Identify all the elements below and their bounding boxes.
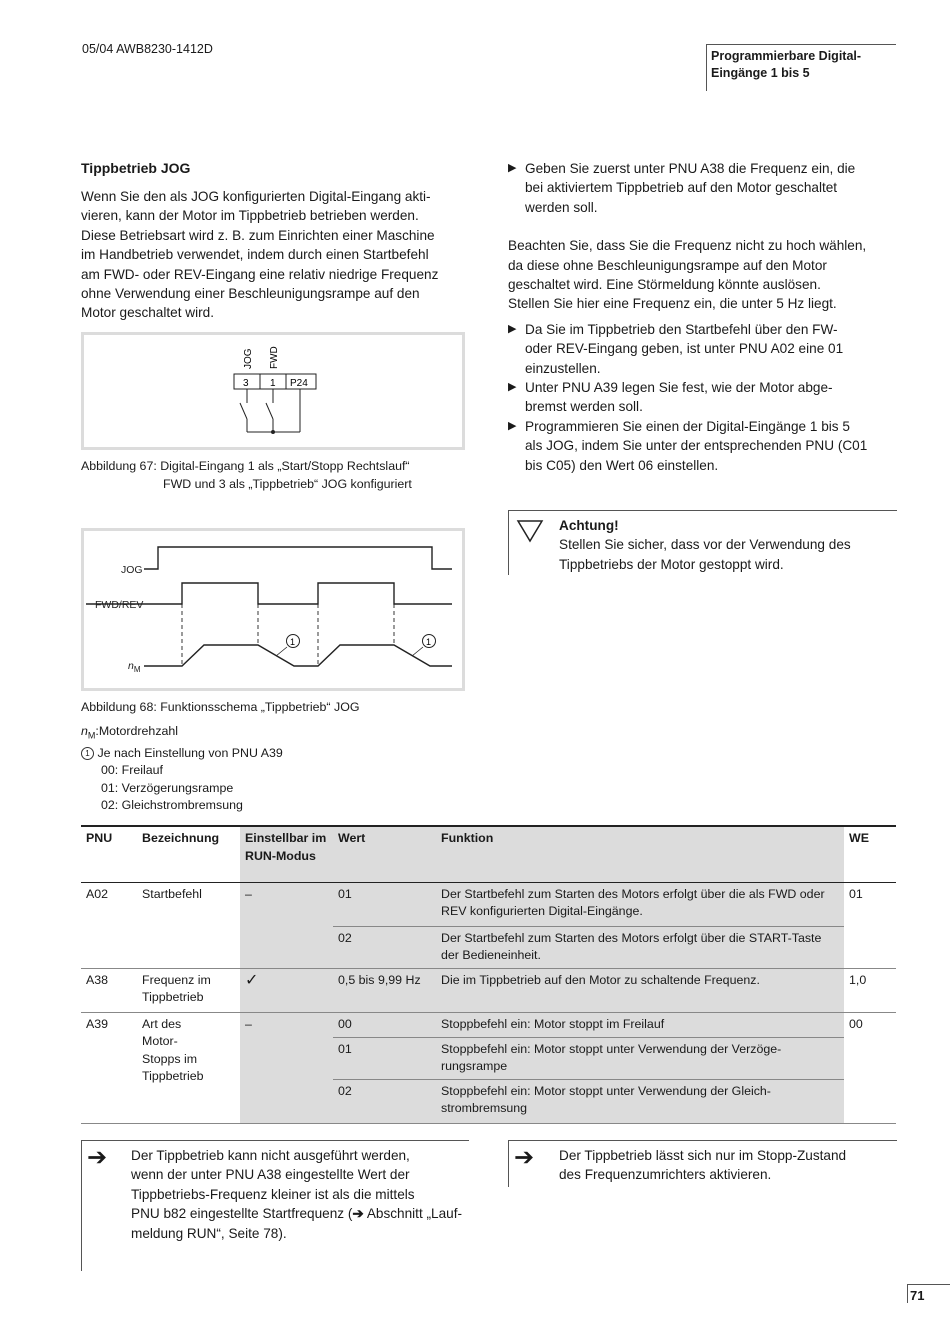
text-line: des Frequenzumrichters aktivieren.	[559, 1167, 772, 1183]
text-line: als JOG, indem Sie unter der entsprechenden PNU (C01	[525, 438, 868, 454]
header-pnu: PNU	[86, 831, 113, 845]
jog-signal-label: JOG	[121, 564, 143, 576]
text-line: Diese Betriebsart wird z. B. zum Einrichten einer Maschine	[81, 227, 435, 243]
text-line: Stellen Sie hier eine Frequenz ein, die unter 5 Hz liegt.	[508, 296, 837, 312]
caption-line: Abbildung 67: Digital-Eingang 1 als „Start/Stopp Rechtslauf“	[81, 459, 410, 473]
arrow-right-icon: ➔	[87, 1144, 108, 1171]
terminal-3: 3	[243, 378, 249, 389]
header-bezeichnung: Bezeichnung	[142, 831, 220, 845]
terminal-1: 1	[270, 378, 276, 389]
nm-description: :Motordrehzahl	[95, 724, 179, 738]
funktion-cell: Die im Tippbetrieb auf den Motor zu schaltende Frequenz.	[436, 968, 844, 1012]
timing-diagram	[84, 531, 462, 688]
section-header-line: Programmierbare Digital-	[711, 49, 862, 63]
table-row	[81, 1012, 896, 1037]
text-line: Beachten Sie, dass Sie die Frequenz nicht zu hoch wählen,	[508, 238, 867, 254]
section-header-line: Eingänge 1 bis 5	[711, 66, 810, 80]
legend-option: 01: Verzögerungsrampe	[101, 780, 234, 795]
figure-68-caption: Abbildung 68: Funktionsschema „Tippbetrieb“ JOG	[81, 700, 360, 714]
nm-symbol: n	[81, 724, 88, 738]
pnu-cell: A02	[86, 886, 109, 901]
header-we: WE	[849, 831, 869, 845]
funktion-cell: Der Startbefehl zum Starten des Motors erfolgt über die als FWD oder REV konfigurierten Digital-Eingänge.	[436, 882, 844, 926]
run-cell: –	[240, 1012, 333, 1123]
text-line: ohne Verwendung einer Beschleunigungsrampe auf den	[81, 286, 420, 302]
text-line: bei aktiviertem Tippbetrieb auf den Motor geschaltet	[525, 180, 838, 196]
header-wert: Wert	[333, 826, 436, 882]
text-line: Geben Sie zuerst unter PNU A38 die Frequenz ein, die	[525, 161, 856, 176]
jog-label: JOG	[243, 348, 254, 369]
terminal-wiring-diagram	[84, 335, 462, 447]
warning-box	[508, 510, 897, 575]
header-funktion: Funktion	[436, 826, 844, 882]
page-number: 71	[907, 1284, 950, 1303]
motor-speed-curve	[144, 645, 452, 666]
parameter-table	[81, 825, 896, 1124]
pnu-cell: A39	[86, 1016, 109, 1031]
intro-paragraph	[81, 187, 461, 323]
bullet-triangle-icon: ▶	[508, 162, 517, 174]
terminal-p24: P24	[290, 378, 308, 389]
text-line: Wenn Sie den als JOG konfigurierten Digital-Eingang akti-	[81, 189, 431, 204]
instruction-bullet	[508, 159, 898, 217]
run-cell: –	[240, 882, 333, 926]
wert-cell: 02	[333, 1079, 436, 1123]
fwdrev-signal-label: FWD/REV	[95, 599, 144, 611]
note-text	[131, 1146, 462, 1243]
text-line: wenn der unter PNU A38 eingestellte Wert der	[131, 1167, 410, 1183]
text-line: im Handbetrieb verwendet, indem durch einen Startbefehl	[81, 247, 429, 263]
name-cell: Startbefehl	[142, 886, 202, 901]
marker-label: 1	[290, 637, 296, 647]
legend-option: 02: Gleichstrombremsung	[101, 798, 243, 813]
text-line: oder REV-Eingang geben, ist unter PNU A02 eine 01	[525, 341, 844, 357]
wert-cell: 01	[333, 882, 436, 926]
arrow-right-icon: ➔	[352, 1206, 364, 1222]
nm-signal-label: $n_M$	[128, 660, 141, 674]
wert-cell: 00	[333, 1012, 436, 1037]
text-line: meldung RUN“, Seite 78).	[131, 1225, 287, 1241]
funktion-cell: Stoppbefehl ein: Motor stoppt unter Verwendung der Verzöge-rungsrampe	[436, 1037, 844, 1079]
warning-triangle-icon	[516, 519, 544, 543]
text-line: Unter PNU A39 legen Sie fest, wie der Motor abge-	[525, 380, 833, 396]
text-line: PNU b82 eingestellte Startfrequenz (➔ Abschnitt „Lauf-	[131, 1206, 463, 1222]
legend-marker	[81, 745, 283, 763]
bullet-triangle-icon: ▶	[508, 419, 517, 432]
funktion-cell: Stoppbefehl ein: Motor stoppt unter Verwendung der Gleich-strombremsung	[436, 1079, 844, 1123]
text-line: Der Tippbetrieb lässt sich nur im Stopp-Zustand	[559, 1148, 847, 1163]
legend	[81, 723, 283, 815]
figure-67-caption	[81, 458, 412, 493]
section-header	[706, 44, 896, 91]
section-heading: Tippbetrieb JOG	[81, 160, 191, 176]
fwd-switch	[266, 403, 273, 419]
name-cell: Frequenz im Tippbetrieb	[142, 972, 211, 1004]
arrow-right-icon: ➔	[514, 1144, 535, 1171]
we-cell: 1,0	[849, 972, 867, 987]
we-cell: 00	[849, 1016, 863, 1031]
right-column	[508, 159, 898, 475]
note-box-left	[81, 1140, 469, 1271]
text-line: Programmieren Sie einen der Digital-Eingänge 1 bis 5	[525, 418, 850, 434]
text-line: vieren, kann der Motor im Tippbetrieb betrieben werden.	[81, 208, 419, 224]
we-cell: 01	[849, 886, 863, 901]
funktion-cell: Stoppbefehl ein: Motor stoppt im Freilauf	[436, 1012, 844, 1037]
checkmark-icon: ✓	[240, 968, 333, 1012]
nm-subscript: M	[87, 730, 96, 741]
warning-title: Achtung!	[559, 518, 619, 533]
legend-text: Je nach Einstellung von PNU A39	[97, 745, 283, 760]
text-line: Tippbetriebs der Motor gestoppt wird.	[559, 556, 784, 572]
frequency-note-paragraph	[508, 236, 898, 314]
marker-1-icon: 1	[81, 747, 94, 760]
wert-cell: 0,5 bis 9,99 Hz	[333, 968, 436, 1012]
caption-line: FWD und 3 als „Tippbetrieb“ JOG konfiguriert	[163, 476, 412, 491]
table-header-row	[81, 826, 896, 882]
wert-cell: 01	[333, 1037, 436, 1079]
instruction-bullet	[508, 417, 898, 475]
fwd-label: FWD	[269, 346, 280, 369]
figure-67-wiring	[81, 332, 465, 450]
marker-label: 1	[426, 637, 432, 647]
text-line: Stellen Sie sicher, dass vor der Verwendung des	[559, 537, 851, 553]
jog-switch	[240, 403, 247, 419]
text-line: bremst werden soll.	[525, 399, 643, 415]
text-line: geschaltet wird. Eine Störmeldung könnte auslösen.	[508, 277, 821, 293]
legend-nm	[81, 723, 283, 745]
pnu-cell: A38	[86, 972, 109, 987]
warning-content	[559, 516, 851, 574]
text-line: am FWD- oder REV-Eingang eine relativ niedrige Frequenz	[81, 266, 439, 282]
bullet-triangle-icon: ▶	[508, 322, 517, 335]
document-reference: 05/04 AWB8230-1412D	[82, 42, 213, 56]
note-box-right	[508, 1140, 897, 1187]
name-cell: Art des Motor-Stopps im Tippbetrieb	[142, 1016, 204, 1083]
header-run-modus: Einstellbar im RUN-Modus	[240, 826, 333, 882]
text-line: Der Tippbetrieb kann nicht ausgeführt werden,	[131, 1148, 410, 1163]
text-line: Motor geschaltet wird.	[81, 305, 214, 321]
text-line: Da Sie im Tippbetrieb den Startbefehl über den FW-	[525, 321, 838, 337]
text-line: werden soll.	[525, 199, 598, 215]
figure-68-timing	[81, 528, 465, 691]
wert-cell: 02	[333, 926, 436, 968]
jog-signal	[144, 547, 452, 569]
instruction-bullet	[508, 320, 898, 378]
table-row	[81, 968, 896, 1012]
text-line: einzustellen.	[525, 360, 601, 376]
legend-option: 00: Freilauf	[101, 763, 163, 778]
text-line: da diese ohne Beschleunigungsrampe auf den Motor	[508, 257, 827, 273]
instruction-bullet	[508, 378, 898, 417]
funktion-cell: Der Startbefehl zum Starten des Motors erfolgt über die START-Taste der Bedieneinheit.	[436, 926, 844, 968]
note-text	[559, 1146, 846, 1185]
table-row	[81, 926, 896, 968]
table-row	[81, 882, 896, 926]
bullet-triangle-icon: ▶	[508, 381, 517, 394]
text-line: Tippbetriebs-Frequenz kleiner ist als die mittels	[131, 1186, 415, 1202]
text-line: bis C05) den Wert 06 einstellen.	[525, 457, 719, 473]
